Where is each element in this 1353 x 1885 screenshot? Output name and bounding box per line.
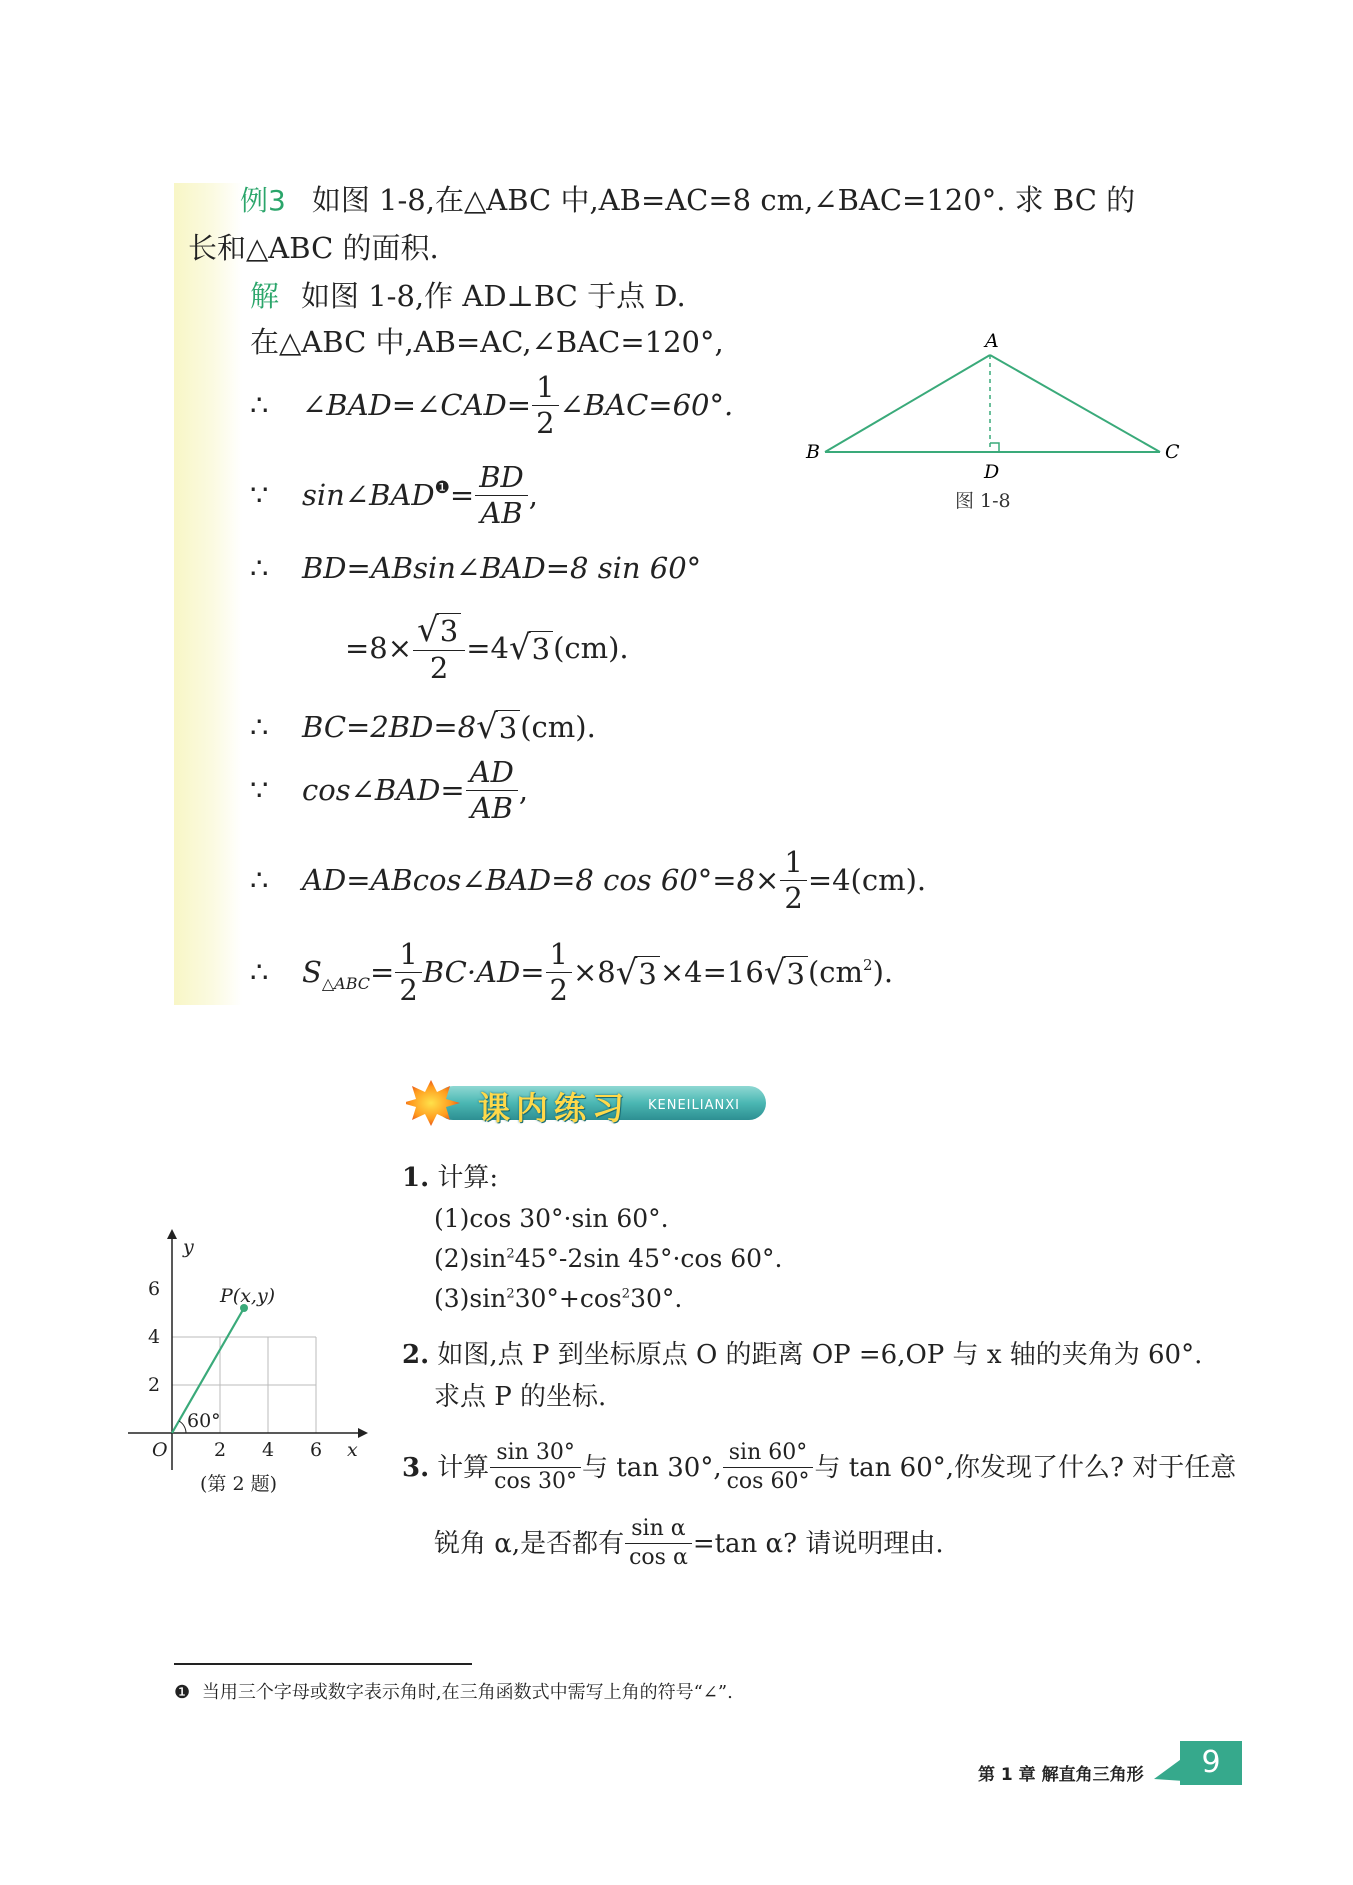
right-angle-mark	[990, 443, 999, 452]
footnote-marker: ❶	[434, 478, 450, 498]
radicand: 3	[437, 613, 461, 648]
solution-text-1: 如图 1-8,作 AD⊥BC 于点 D.	[301, 279, 686, 313]
fraction-numerator: BD	[479, 460, 524, 494]
side-ac	[990, 355, 1160, 452]
therefore-symbol: ∴	[250, 863, 269, 897]
step-5-text: BD=ABsin∠BAD=8 sin 60°	[302, 551, 702, 585]
exercise-1c-post: 30°.	[630, 1284, 683, 1313]
step-7-end: (cm).	[520, 709, 596, 744]
step-10-mid2: ×8	[573, 955, 616, 989]
angle-label: 60°	[187, 1410, 221, 1432]
exercise-2-line2: 求点 P 的坐标.	[434, 1382, 607, 1412]
radicand: 3	[529, 631, 553, 666]
superscript: 2	[506, 1246, 515, 1262]
area-symbol: S	[302, 955, 322, 989]
step-3	[250, 370, 734, 440]
x-tick: 6	[310, 1439, 323, 1461]
radicand: 3	[784, 956, 808, 991]
step-6: =8× $\frac{√3}{2}$ =4 √3 (cm).	[345, 610, 629, 685]
footnote	[174, 1678, 733, 1704]
fraction-denominator: 2	[413, 650, 465, 683]
step-7: ∴ BC=2BD=8 √3 (cm).	[250, 707, 596, 747]
exercise-3-number: 3.	[402, 1452, 430, 1483]
step-10: ∴ S $_{\triangle ABC}$ = $\frac{1}{2}$ BC·AD= $\frac{1}{2}$ ×8 √3 ×4=16 √3 (cm $^2$ ).	[250, 937, 894, 1007]
y-tick: 2	[148, 1374, 161, 1396]
exercise-1b-pre: (2)sin	[434, 1244, 507, 1273]
therefore-symbol: ∴	[250, 709, 269, 744]
step-7-left: BC=2BD=8	[302, 709, 477, 744]
fraction-denominator: AB	[475, 495, 528, 528]
point-label: P(x,y)	[220, 1285, 276, 1307]
solution-line2: 在△ABC 中,AB=AC,∠BAC=120°,	[250, 325, 724, 359]
comma: ,	[518, 773, 529, 807]
step-10-end: (cm	[807, 955, 864, 989]
exercise-1-text: 计算:	[437, 1163, 499, 1193]
y-tick: 4	[148, 1326, 161, 1348]
side-ab	[825, 355, 990, 452]
radicand: 3	[635, 956, 659, 991]
label-a: A	[985, 330, 999, 352]
y-axis-label: y	[183, 1236, 194, 1258]
therefore-symbol: ∴	[250, 388, 269, 422]
exercise-1c-mid: 30°+cos	[514, 1284, 622, 1313]
exercise-1a: (1)cos 30°·sin 60°.	[434, 1204, 669, 1233]
exercise-3-line2	[434, 1518, 944, 1569]
fraction-numerator: 1	[549, 937, 568, 971]
fraction-denominator: 2	[532, 405, 558, 438]
solution-line1	[250, 279, 686, 313]
problem-line1: 如图 1-8,在△ABC 中,AB=AC=8 cm,∠BAC=120°. 求 BC 的	[311, 183, 1136, 217]
y-tick: 6	[148, 1278, 161, 1300]
fraction-numerator: sin α	[631, 1516, 686, 1541]
exercise-3-pre: 计算	[437, 1452, 490, 1483]
fraction-numerator: 1	[536, 370, 555, 404]
exercise-1b	[434, 1246, 783, 1271]
superscript: 2	[621, 1286, 631, 1302]
step-4-left: sin∠BAD	[302, 478, 435, 512]
therefore-symbol: ∴	[250, 955, 269, 989]
exercise-banner-title: 课内练习	[478, 1089, 631, 1127]
step-6-left: =8×	[345, 630, 413, 665]
exercise-3-line2-post: =tan α? 请说明理由.	[692, 1528, 944, 1559]
exercise-banner-subtitle: KENEILIANXI	[648, 1098, 740, 1113]
fraction-denominator: cos α	[625, 1543, 692, 1569]
x-axis-label: x	[347, 1439, 358, 1461]
step-6-mid: =4	[466, 630, 509, 665]
equals-sign: =	[370, 955, 395, 989]
step-4	[250, 460, 538, 530]
exercise-2-text: 如图,点 P 到坐标原点 O 的距离 OP =6,OP 与 x 轴的夹角为 60°.	[437, 1340, 1203, 1370]
exercise-3-mid1: 与 tan 30°,	[582, 1452, 722, 1483]
exercise-3-line1	[402, 1442, 1236, 1493]
exercise-2-number: 2.	[402, 1340, 430, 1370]
step-3-right: ∠BAC=60°.	[559, 388, 734, 422]
step-8	[250, 755, 529, 825]
label-c: C	[1165, 441, 1180, 463]
exercise-3-line2-pre: 锐角 α,是否都有	[434, 1528, 625, 1559]
label-d: D	[984, 461, 1000, 483]
y-axis-arrow	[167, 1229, 177, 1239]
exercise-1c	[434, 1286, 682, 1311]
step-5	[250, 551, 702, 585]
x-tick: 4	[262, 1439, 275, 1461]
triangle-figure	[790, 325, 1200, 525]
footnote-text: 当用三个字母或数字表示角时,在三角函数式中需写上角的符号“∠”.	[201, 1682, 733, 1703]
radicand: 3	[496, 710, 520, 745]
x-tick: 2	[214, 1439, 227, 1461]
exercise-1-number: 1.	[402, 1163, 430, 1193]
fraction-numerator: sin 60°	[728, 1440, 808, 1465]
solution-label: 解	[250, 279, 280, 313]
exercise-3-mid2: 与 tan 60°,你发现了什么? 对于任意	[814, 1452, 1237, 1483]
exercise-1c-pre: (3)sin	[434, 1284, 507, 1313]
step-10-mid: BC·AD=	[422, 955, 545, 989]
graph-caption: (第 2 题)	[200, 1473, 277, 1495]
exercise-2-line1	[402, 1342, 1202, 1368]
superscript: 2	[863, 956, 873, 974]
area-subscript: △ABC	[321, 973, 371, 993]
step-8-left: cos∠BAD=	[302, 773, 465, 807]
step-3-left: ∠BAD=∠CAD=	[302, 388, 532, 422]
fraction-denominator: 2	[546, 972, 572, 1005]
exercise-1-heading	[402, 1165, 498, 1191]
step-10-mid3: ×4=16	[659, 955, 764, 989]
step-9-left: AD=ABcos∠BAD=8 cos 60°=8×	[302, 863, 780, 897]
superscript: 2	[506, 1286, 515, 1302]
page-number: 9	[1180, 1741, 1242, 1785]
step-9	[250, 845, 927, 915]
because-symbol: ∵	[250, 773, 269, 807]
fraction-numerator: sin 30°	[496, 1440, 575, 1465]
problem-line2: 长和△ABC 的面积.	[188, 231, 439, 265]
step-10-end2: ).	[872, 955, 894, 989]
fraction-denominator: cos 60°	[723, 1467, 814, 1493]
figure-caption: 图 1-8	[955, 490, 1011, 512]
example-highlight-bar	[174, 183, 242, 1005]
footnote-mark: ❶	[174, 1682, 191, 1703]
therefore-symbol: ∴	[250, 551, 269, 585]
angle-arc	[179, 1421, 186, 1433]
example-label: 例3	[240, 184, 286, 217]
fraction-denominator: 2	[780, 880, 806, 913]
example-heading-line1	[240, 183, 1136, 217]
fraction-numerator: 1	[399, 937, 418, 971]
because-symbol: ∵	[250, 478, 269, 512]
fraction-denominator: cos 30°	[490, 1467, 581, 1493]
exercise-2-graph	[120, 1225, 370, 1495]
comma: ,	[528, 478, 538, 512]
exercise-1b-post: 45°-2sin 45°·cos 60°.	[514, 1244, 783, 1273]
fraction-numerator: AD	[469, 755, 514, 789]
step-9-end: =4(cm).	[807, 863, 927, 897]
x-axis-arrow	[358, 1428, 368, 1438]
origin-label: O	[152, 1439, 168, 1461]
equals-sign: =	[449, 478, 475, 512]
fraction-denominator: 2	[395, 972, 421, 1005]
step-6-end: (cm).	[553, 630, 629, 665]
fraction-denominator: AB	[466, 790, 518, 823]
fraction-numerator: 1	[784, 845, 803, 879]
label-b: B	[806, 441, 820, 463]
chapter-footer: 第 1 章 解直角三角形	[978, 1765, 1144, 1785]
footnote-divider	[174, 1663, 472, 1665]
